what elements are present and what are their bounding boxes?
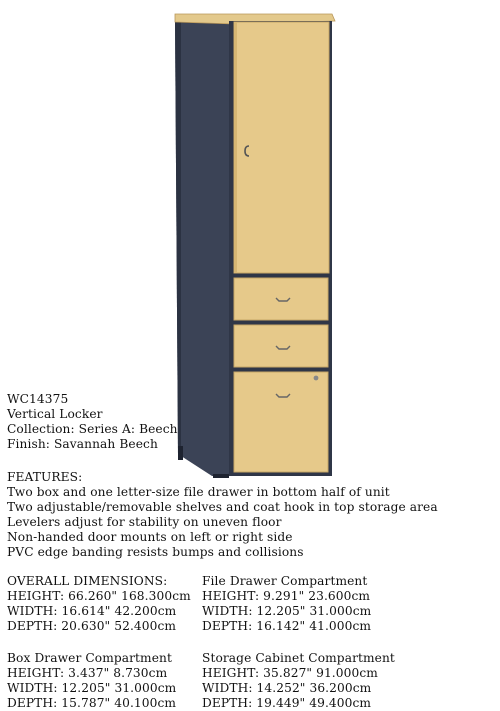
box-drawer-heading: Box Drawer Compartment	[7, 651, 172, 665]
product-name: Vertical Locker	[7, 407, 103, 421]
box-drawer-top	[234, 278, 328, 320]
file-drawer-depth: DEPTH: 16.142" 41.000cm	[202, 619, 372, 633]
product-model: WC14375	[7, 392, 69, 406]
file-drawer-width: WIDTH: 12.205" 31.000cm	[202, 604, 372, 618]
cabinet-side-panel	[175, 20, 235, 476]
storage-cabinet-heading: Storage Cabinet Compartment	[202, 651, 395, 665]
file-drawer-lock	[314, 376, 319, 381]
cabinet-side-shadow	[175, 20, 181, 454]
file-drawer-dimensions	[202, 574, 371, 634]
storage-cabinet-height: HEIGHT: 35.827" 91.000cm	[202, 666, 378, 680]
file-drawer-height: HEIGHT: 9.291" 23.600cm	[202, 589, 371, 603]
feature-item: Two box and one letter-size file drawer in bottom half of unit	[7, 485, 390, 499]
features-heading: FEATURES:	[7, 470, 83, 484]
file-drawer	[234, 372, 328, 472]
overall-depth: DEPTH: 20.630" 52.400cm	[7, 619, 177, 633]
box-drawer-height: HEIGHT: 3.437" 8.730cm	[7, 666, 168, 680]
features-section	[7, 470, 438, 560]
cabinet-door	[234, 22, 329, 273]
storage-cabinet-width: WIDTH: 14.252" 36.200cm	[202, 681, 372, 695]
box-drawer-depth: DEPTH: 15.787" 40.100cm	[7, 696, 177, 710]
product-collection: Collection: Series A: Beech	[7, 422, 178, 436]
file-drawer-heading: File Drawer Compartment	[202, 574, 368, 588]
leveler-foot-right	[178, 446, 183, 460]
box-drawer-width: WIDTH: 12.205" 31.000cm	[7, 681, 177, 695]
storage-cabinet-depth: DEPTH: 19.449" 49.400cm	[202, 696, 372, 710]
overall-height: HEIGHT: 66.260" 168.300cm	[7, 589, 191, 603]
box-drawer-dimensions	[7, 651, 176, 711]
overall-dimensions	[7, 574, 191, 634]
box-drawer-bottom	[234, 325, 328, 367]
feature-item: PVC edge banding resists bumps and collisions	[7, 545, 304, 559]
feature-item: Non-handed door mounts on left or right side	[7, 530, 293, 544]
overall-heading: OVERALL DIMENSIONS:	[7, 574, 168, 588]
overall-width: WIDTH: 16.614" 42.200cm	[7, 604, 177, 618]
product-info	[7, 392, 178, 452]
storage-cabinet-dimensions	[202, 651, 395, 711]
product-finish: Finish: Savannah Beech	[7, 437, 158, 451]
feature-item: Levelers adjust for stability on uneven floor	[7, 515, 282, 529]
feature-item: Two adjustable/removable shelves and coat hook in top storage area	[7, 500, 438, 514]
